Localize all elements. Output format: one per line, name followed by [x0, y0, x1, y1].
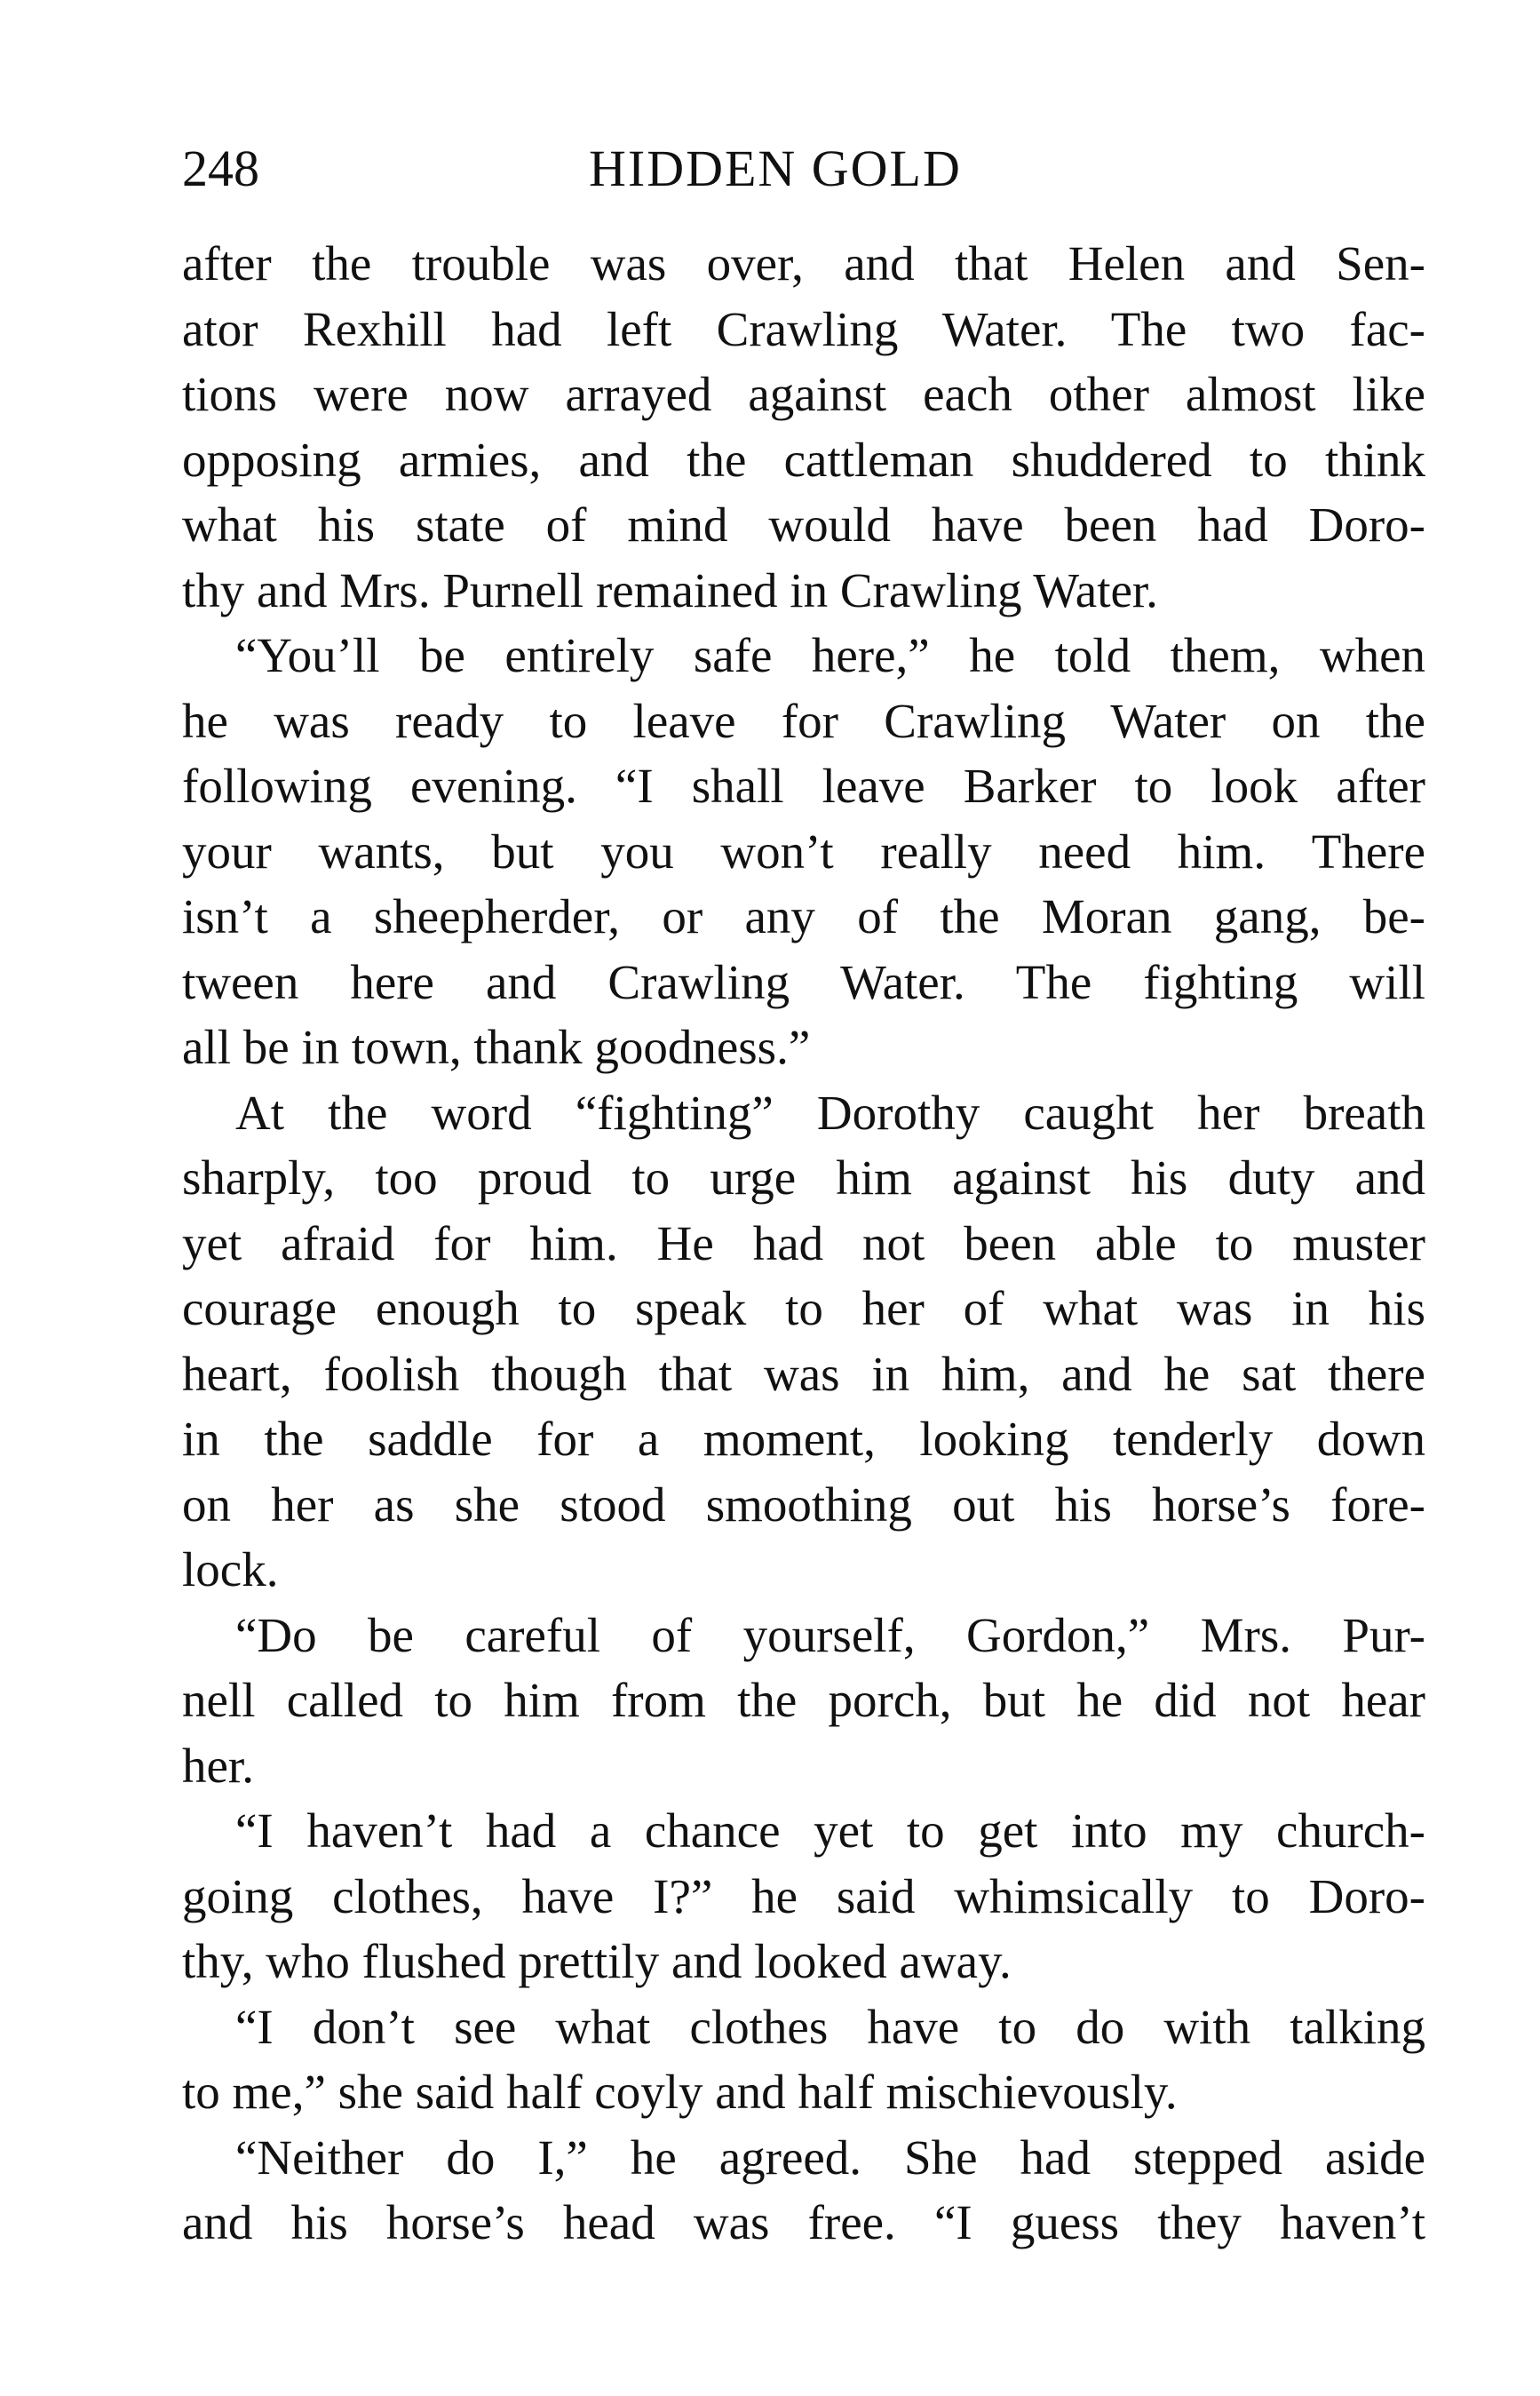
- text-line: “Do be careful of yourself, Gordon,” Mrs. Pur-: [235, 1607, 1425, 1662]
- text-line: At the word “fighting” Dorothy caught her breath: [235, 1085, 1425, 1140]
- text-line: your wants, but you won’t really need him. There: [182, 824, 1425, 879]
- text-line: “I don’t see what clothes have to do with talking: [235, 1999, 1425, 2054]
- text-line: isn’t a sheepherder, or any of the Moran gang, be-: [182, 889, 1425, 943]
- text-line: ator Rexhill had left Crawling Water. The two fac-: [182, 301, 1425, 356]
- text-line: going clothes, have I?” he said whimsically to Doro-: [182, 1868, 1425, 1923]
- text-line: “You’ll be entirely safe here,” he told them, when: [235, 628, 1425, 682]
- text-line: tions were now arrayed against each other almost like: [182, 367, 1425, 421]
- page-header: [182, 133, 1425, 204]
- text-line: on her as she stood smoothing out his horse’s fore-: [182, 1477, 1425, 1532]
- running-title: HIDDEN GOLD: [589, 139, 962, 197]
- text-line: and his horse’s head was free. “I guess they haven’t: [182, 2195, 1425, 2249]
- text-line: “Neither do I,” he agreed. She had stepped aside: [235, 2129, 1425, 2185]
- body-text: [182, 231, 1425, 2256]
- text-line: “I haven’t had a chance yet to get into my church-: [235, 1803, 1425, 1858]
- text-line: following evening. “I shall leave Barker to look after: [182, 759, 1425, 813]
- text-line: he was ready to leave for Crawling Water on the: [182, 693, 1425, 748]
- text-line: tween here and Crawling Water. The fighting will: [182, 954, 1425, 1009]
- text-line: thy, who flushed prettily and looked away.: [182, 1934, 1012, 1988]
- text-line: in the saddle for a moment, looking tenderly down: [182, 1412, 1425, 1466]
- text-line: thy and Mrs. Purnell remained in Crawling Water.: [182, 562, 1158, 617]
- text-line: after the trouble was over, and that Helen and Sen-: [182, 236, 1425, 291]
- text-line: sharply, too proud to urge him against his duty and: [182, 1150, 1425, 1205]
- text-line: to me,” she said half coyly and half mischievously.: [182, 2065, 1178, 2119]
- text-line: opposing armies, and the cattleman shuddered to think: [182, 432, 1425, 487]
- text-line: yet afraid for him. He had not been able to muster: [182, 1215, 1425, 1270]
- text-line: her.: [182, 1738, 254, 1793]
- text-line: nell called to him from the porch, but he did not hear: [182, 1673, 1425, 1727]
- page-number: 248: [182, 139, 259, 197]
- text-line: what his state of mind would have been had Doro-: [182, 498, 1425, 552]
- text-line: courage enough to speak to her of what was in his: [182, 1281, 1425, 1335]
- text-line: lock.: [182, 1542, 279, 1596]
- text-line: heart, foolish though that was in him, and he sat there: [182, 1346, 1425, 1401]
- text-line: all be in town, thank goodness.”: [182, 1020, 811, 1074]
